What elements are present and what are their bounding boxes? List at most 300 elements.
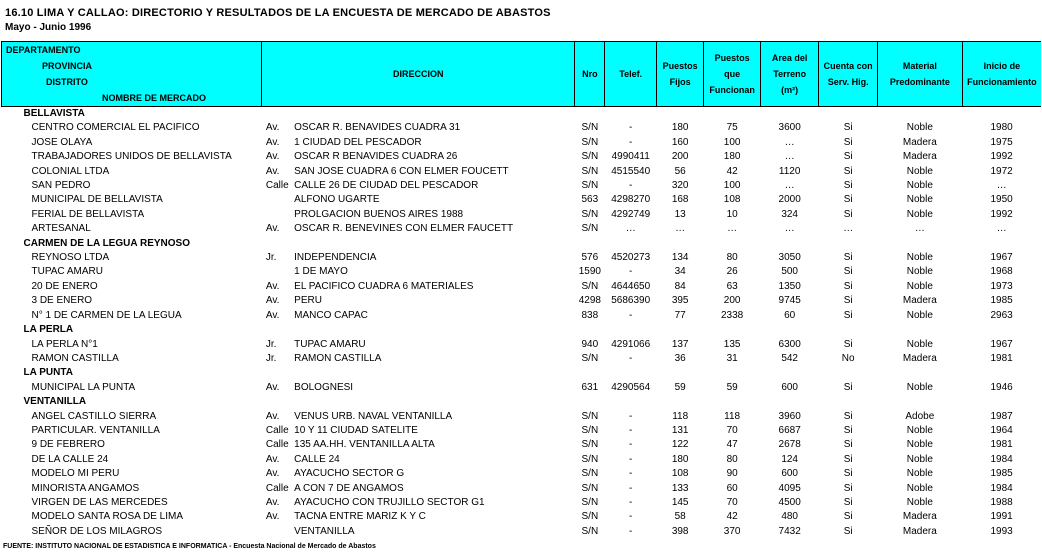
start-year-cell: 1967 bbox=[990, 338, 1013, 350]
land-area-cell: 4095 bbox=[778, 482, 801, 494]
header-line: (m²) bbox=[781, 85, 799, 95]
table-row bbox=[2, 525, 1042, 539]
start-year-cell: 2963 bbox=[990, 309, 1013, 321]
number-cell: S/N bbox=[581, 439, 599, 451]
hygiene-service-cell: Si bbox=[843, 309, 853, 321]
header-line: Area del bbox=[771, 53, 808, 63]
market-name-cell: MUNICIPAL LA PUNTA bbox=[31, 381, 136, 393]
start-year-cell: 1946 bbox=[990, 381, 1013, 393]
number-cell: S/N bbox=[581, 482, 599, 494]
fixed-stalls-cell: 56 bbox=[674, 165, 686, 177]
number-cell: 631 bbox=[581, 381, 599, 393]
start-year-cell: 1992 bbox=[990, 208, 1013, 220]
address-cell: RAMON CASTILLA bbox=[294, 352, 382, 364]
start-year-cell: 1972 bbox=[990, 165, 1013, 177]
phone-cell: - bbox=[629, 468, 633, 480]
fixed-stalls-cell: 137 bbox=[671, 338, 689, 350]
address-prefix-cell: Jr. bbox=[265, 338, 277, 350]
address-prefix-cell: Av. bbox=[265, 280, 280, 292]
phone-cell: 4290564 bbox=[611, 381, 651, 393]
district-name: LA PUNTA bbox=[23, 367, 73, 379]
working-stalls-cell: 100 bbox=[723, 136, 741, 148]
address-prefix-cell: Av. bbox=[265, 136, 280, 148]
predominant-material-cell: Noble bbox=[906, 453, 933, 465]
hygiene-service-cell: Si bbox=[843, 511, 853, 523]
address-prefix-cell: Av. bbox=[265, 381, 280, 393]
hygiene-service-cell: Si bbox=[843, 122, 853, 134]
address-prefix-cell: Av. bbox=[265, 309, 280, 321]
predominant-material-cell: Noble bbox=[906, 338, 933, 350]
address-cell: VENUS URB. NAVAL VENTANILLA bbox=[294, 410, 453, 422]
land-area-cell: 1120 bbox=[778, 165, 801, 177]
predominant-material-cell: Noble bbox=[906, 122, 933, 134]
phone-cell: - bbox=[629, 180, 633, 192]
hygiene-service-cell: … bbox=[843, 223, 854, 235]
land-area-cell: 1350 bbox=[778, 280, 801, 292]
land-area-cell: 3050 bbox=[778, 252, 801, 264]
land-area-cell: 600 bbox=[781, 468, 798, 480]
address-prefix-cell: Av. bbox=[265, 511, 280, 523]
start-year-cell: 1964 bbox=[990, 424, 1013, 436]
phone-cell: - bbox=[629, 352, 633, 364]
number-cell: S/N bbox=[581, 453, 599, 465]
header-nombre-line: NOMBRE DE MERCADO bbox=[102, 93, 207, 103]
working-stalls-cell: 80 bbox=[726, 453, 738, 465]
working-stalls-cell: 200 bbox=[723, 295, 741, 307]
district-name: LA PERLA bbox=[23, 324, 74, 336]
address-cell: PROLGACION BUENOS AIRES 1988 bbox=[294, 208, 464, 220]
hygiene-service-cell: Si bbox=[843, 165, 853, 177]
phone-cell: 4990411 bbox=[611, 151, 650, 163]
market-directory-table bbox=[1, 41, 1041, 539]
header-line: Predominante bbox=[889, 77, 950, 87]
working-stalls-cell: 70 bbox=[726, 424, 738, 436]
address-cell: 1 DE MAYO bbox=[294, 266, 348, 278]
header-inicio bbox=[962, 42, 1041, 107]
hygiene-service-cell: Si bbox=[843, 151, 853, 163]
address-cell: OSCAR R BENAVIDES CUADRA 26 bbox=[294, 151, 458, 163]
header-provincia-line: PROVINCIA bbox=[42, 61, 93, 71]
number-cell: S/N bbox=[581, 280, 599, 292]
table-row bbox=[2, 453, 1042, 467]
hygiene-service-cell: Si bbox=[843, 136, 853, 148]
start-year-cell: … bbox=[996, 223, 1007, 235]
table-row bbox=[2, 510, 1042, 524]
working-stalls-cell: 42 bbox=[726, 165, 738, 177]
fixed-stalls-cell: 77 bbox=[674, 309, 686, 321]
fixed-stalls-cell: 168 bbox=[671, 194, 689, 206]
hygiene-service-cell: Si bbox=[843, 424, 853, 436]
phone-cell: - bbox=[629, 496, 633, 508]
header-cuenta bbox=[819, 42, 878, 107]
address-prefix-cell: Av. bbox=[265, 165, 280, 177]
fixed-stalls-cell: 13 bbox=[674, 208, 686, 220]
market-name-cell: MODELO MI PERU bbox=[31, 468, 120, 480]
header-nro: Nro bbox=[575, 42, 605, 107]
predominant-material-cell: Noble bbox=[906, 194, 933, 206]
address-cell: EL PACIFICO CUADRA 6 MATERIALES bbox=[294, 280, 474, 292]
land-area-cell: … bbox=[784, 223, 795, 235]
district-group-row bbox=[2, 107, 1042, 122]
market-name-cell: MUNICIPAL DE BELLAVISTA bbox=[31, 194, 163, 206]
hygiene-service-cell: Si bbox=[843, 338, 853, 350]
land-area-cell: 9745 bbox=[778, 295, 801, 307]
number-cell: 838 bbox=[581, 309, 599, 321]
table-row bbox=[2, 150, 1042, 164]
hygiene-service-cell: Si bbox=[843, 194, 853, 206]
fixed-stalls-cell: 160 bbox=[671, 136, 689, 148]
land-area-cell: 600 bbox=[781, 381, 798, 393]
hygiene-service-cell: Si bbox=[843, 439, 853, 451]
address-cell: 135 AA.HH. VENTANILLA ALTA bbox=[294, 439, 435, 451]
header-puestos-fijos bbox=[656, 42, 703, 107]
hygiene-service-cell: Si bbox=[843, 280, 853, 292]
hygiene-service-cell: Si bbox=[843, 496, 853, 508]
address-prefix-cell: Av. bbox=[265, 151, 280, 163]
phone-cell: 4644650 bbox=[611, 280, 651, 292]
address-prefix-cell bbox=[262, 265, 294, 279]
working-stalls-cell: 2338 bbox=[721, 309, 744, 321]
table-row bbox=[2, 482, 1042, 496]
predominant-material-cell: Noble bbox=[906, 165, 933, 177]
phone-cell: - bbox=[629, 525, 633, 537]
land-area-cell: 324 bbox=[781, 208, 798, 220]
working-stalls-cell: 63 bbox=[726, 280, 738, 292]
market-name-cell: TRABAJADORES UNIDOS DE BELLAVISTA bbox=[31, 151, 232, 163]
address-cell: 1 CIUDAD DEL PESCADOR bbox=[294, 136, 422, 148]
start-year-cell: 1981 bbox=[990, 352, 1013, 364]
table-row bbox=[2, 352, 1042, 366]
address-cell: MANCO CAPAC bbox=[294, 309, 368, 321]
phone-cell: 4291066 bbox=[611, 338, 651, 350]
fixed-stalls-cell: 36 bbox=[674, 352, 686, 364]
start-year-cell: 1985 bbox=[990, 468, 1013, 480]
address-prefix-cell bbox=[262, 525, 294, 539]
address-cell: AYACUCHO SECTOR G bbox=[294, 468, 405, 480]
predominant-material-cell: Madera bbox=[902, 511, 937, 523]
address-cell: TUPAC AMARU bbox=[294, 338, 366, 350]
land-area-cell: 3960 bbox=[778, 410, 801, 422]
land-area-cell: 542 bbox=[781, 352, 798, 364]
predominant-material-cell: Noble bbox=[906, 280, 933, 292]
phone-cell: - bbox=[629, 410, 633, 422]
working-stalls-cell: 118 bbox=[724, 410, 741, 422]
address-cell: PERU bbox=[294, 295, 322, 307]
address-cell: AYACUCHO CON TRUJILLO SECTOR G1 bbox=[294, 496, 485, 508]
market-name-cell: REYNOSO LTDA bbox=[31, 252, 110, 264]
working-stalls-cell: 135 bbox=[723, 338, 741, 350]
table-row bbox=[2, 208, 1042, 222]
predominant-material-cell: … bbox=[914, 223, 925, 235]
market-name-cell: MINORISTA ANGAMOS bbox=[31, 482, 140, 494]
fixed-stalls-cell: 122 bbox=[671, 439, 689, 451]
hygiene-service-cell: No bbox=[841, 352, 855, 364]
predominant-material-cell: Noble bbox=[906, 424, 933, 436]
district-group-row bbox=[2, 237, 1042, 251]
number-cell: S/N bbox=[581, 180, 599, 192]
market-name-cell: LA PERLA N°1 bbox=[31, 338, 98, 350]
hygiene-service-cell: Si bbox=[843, 453, 853, 465]
phone-cell: - bbox=[629, 424, 633, 436]
land-area-cell: 480 bbox=[781, 511, 798, 523]
address-prefix-cell: Av. bbox=[265, 496, 280, 508]
header-line: Puestos bbox=[662, 61, 698, 71]
working-stalls-cell: 370 bbox=[723, 525, 741, 537]
table-row bbox=[2, 265, 1042, 279]
predominant-material-cell: Madera bbox=[902, 352, 937, 364]
working-stalls-cell: 31 bbox=[726, 352, 738, 364]
phone-cell: 4292749 bbox=[611, 208, 651, 220]
hygiene-service-cell: Si bbox=[843, 482, 853, 494]
table-row bbox=[2, 251, 1042, 265]
table-row bbox=[2, 309, 1042, 323]
land-area-cell: 2000 bbox=[778, 194, 801, 206]
address-prefix-cell: Jr. bbox=[265, 252, 277, 264]
address-cell: INDEPENDENCIA bbox=[294, 252, 377, 264]
market-name-cell: 3 DE ENERO bbox=[31, 295, 93, 307]
phone-cell: - bbox=[629, 482, 633, 494]
working-stalls-cell: 180 bbox=[723, 151, 741, 163]
number-cell: S/N bbox=[581, 468, 599, 480]
fixed-stalls-cell: 145 bbox=[671, 496, 689, 508]
fixed-stalls-cell: 134 bbox=[671, 252, 689, 264]
address-cell: ALFONO UGARTE bbox=[294, 194, 380, 206]
market-name-cell: TUPAC AMARU bbox=[31, 266, 103, 278]
address-prefix-cell: Calle bbox=[265, 180, 289, 192]
hygiene-service-cell: Si bbox=[843, 252, 853, 264]
header-line: Puestos bbox=[714, 53, 750, 63]
fixed-stalls-cell: 398 bbox=[671, 525, 689, 537]
working-stalls-cell: 100 bbox=[723, 180, 741, 192]
header-line: Funcionamiento bbox=[967, 77, 1037, 87]
district-group-row bbox=[2, 366, 1042, 380]
fixed-stalls-cell: 131 bbox=[671, 424, 689, 436]
market-name-cell: N° 1 DE CARMEN DE LA LEGUA bbox=[31, 309, 182, 321]
phone-cell: - bbox=[629, 136, 633, 148]
predominant-material-cell: Madera bbox=[902, 525, 937, 537]
address-prefix-cell: Av. bbox=[265, 295, 280, 307]
fixed-stalls-cell: 118 bbox=[672, 410, 689, 422]
phone-cell: - bbox=[629, 309, 633, 321]
number-cell: S/N bbox=[581, 122, 599, 134]
header-departamento bbox=[2, 42, 262, 107]
start-year-cell: 1973 bbox=[990, 280, 1013, 292]
header-line: Cuenta con bbox=[823, 61, 873, 71]
source-note: FUENTE: INSTITUTO NACIONAL DE ESTADISTICA E INFORMATICA - Encuesta Nacional de Mercado de Abastos bbox=[3, 543, 376, 550]
fixed-stalls-cell: 108 bbox=[671, 468, 689, 480]
land-area-cell: 4500 bbox=[778, 496, 801, 508]
table-row bbox=[2, 222, 1042, 236]
table-row bbox=[2, 179, 1042, 193]
start-year-cell: 1991 bbox=[990, 511, 1013, 523]
hygiene-service-cell: Si bbox=[843, 180, 853, 192]
header-line: Material bbox=[902, 61, 937, 71]
address-prefix-cell: Jr. bbox=[265, 352, 277, 364]
land-area-cell: 3600 bbox=[778, 122, 801, 134]
predominant-material-cell: Noble bbox=[906, 439, 933, 451]
working-stalls-cell: … bbox=[727, 223, 738, 235]
fixed-stalls-cell: 133 bbox=[671, 482, 689, 494]
district-group-row bbox=[2, 395, 1042, 409]
number-cell: S/N bbox=[581, 496, 599, 508]
table-row bbox=[2, 165, 1042, 179]
address-cell: CALLE 26 DE CIUDAD DEL PESCADOR bbox=[294, 180, 479, 192]
market-name-cell: MODELO SANTA ROSA DE LIMA bbox=[31, 511, 184, 523]
address-prefix-cell: Calle bbox=[265, 482, 289, 494]
header-departamento-line: DEPARTAMENTO bbox=[6, 45, 81, 55]
phone-cell: 5686390 bbox=[611, 295, 651, 307]
market-name-cell: RAMON CASTILLA bbox=[31, 352, 119, 364]
header-area bbox=[760, 42, 819, 107]
header-direccion: DIRECCION bbox=[262, 42, 575, 107]
number-cell: S/N bbox=[581, 151, 599, 163]
working-stalls-cell: 75 bbox=[726, 122, 738, 134]
land-area-cell: 124 bbox=[781, 453, 798, 465]
start-year-cell: 1975 bbox=[990, 136, 1013, 148]
document-title: 16.10 LIMA Y CALLAO: DIRECTORIO Y RESULTADOS DE LA ENCUESTA DE MERCADO DE ABASTOS bbox=[5, 7, 551, 19]
number-cell: S/N bbox=[581, 223, 599, 235]
start-year-cell: 1950 bbox=[990, 194, 1013, 206]
predominant-material-cell: Madera bbox=[902, 136, 937, 148]
document-subtitle: Mayo - Junio 1996 bbox=[5, 22, 92, 33]
market-name-cell: CENTRO COMERCIAL EL PACIFICO bbox=[31, 122, 200, 134]
start-year-cell: … bbox=[996, 180, 1007, 192]
district-name: VENTANILLA bbox=[23, 396, 87, 408]
start-year-cell: 1984 bbox=[990, 482, 1013, 494]
land-area-cell: 6687 bbox=[778, 424, 801, 436]
header-material bbox=[877, 42, 962, 107]
number-cell: S/N bbox=[581, 165, 599, 177]
working-stalls-cell: 90 bbox=[726, 468, 738, 480]
header-telef: Telef. bbox=[605, 42, 656, 107]
address-prefix-cell: Av. bbox=[265, 223, 280, 235]
working-stalls-cell: 10 bbox=[726, 208, 738, 220]
working-stalls-cell: 60 bbox=[726, 482, 738, 494]
phone-cell: 4298270 bbox=[611, 194, 651, 206]
start-year-cell: 1967 bbox=[990, 252, 1013, 264]
address-cell: OSCAR R. BENEVINES CON ELMER FAUCETT bbox=[294, 223, 514, 235]
header-line: Fijos bbox=[669, 77, 691, 87]
fixed-stalls-cell: 34 bbox=[674, 266, 686, 278]
address-prefix-cell: Av. bbox=[265, 468, 280, 480]
start-year-cell: 1992 bbox=[990, 151, 1013, 163]
fixed-stalls-cell: 395 bbox=[671, 295, 689, 307]
start-year-cell: 1968 bbox=[990, 266, 1013, 278]
number-cell: S/N bbox=[581, 208, 599, 220]
table-row bbox=[2, 381, 1042, 395]
address-prefix-cell bbox=[262, 208, 294, 222]
working-stalls-cell: 59 bbox=[726, 381, 738, 393]
land-area-cell: 500 bbox=[781, 266, 798, 278]
table-row bbox=[2, 280, 1042, 294]
phone-cell: - bbox=[629, 122, 633, 134]
predominant-material-cell: Noble bbox=[906, 180, 933, 192]
number-cell: S/N bbox=[581, 525, 599, 537]
header-line: que bbox=[724, 69, 741, 79]
address-cell: A CON 7 DE ANGAMOS bbox=[294, 482, 404, 494]
address-cell: VENTANILLA bbox=[294, 525, 355, 537]
table-row bbox=[2, 136, 1042, 150]
predominant-material-cell: Noble bbox=[906, 266, 933, 278]
hygiene-service-cell: Si bbox=[843, 410, 853, 422]
market-name-cell: ARTESANAL bbox=[31, 223, 91, 235]
address-prefix-cell: Calle bbox=[265, 424, 289, 436]
number-cell: S/N bbox=[581, 136, 599, 148]
number-cell: 576 bbox=[581, 252, 599, 264]
phone-cell: … bbox=[625, 223, 636, 235]
working-stalls-cell: 108 bbox=[723, 194, 741, 206]
fixed-stalls-cell: 180 bbox=[671, 122, 689, 134]
table-row bbox=[2, 496, 1042, 510]
table-row bbox=[2, 121, 1042, 135]
predominant-material-cell: Madera bbox=[902, 295, 937, 307]
market-name-cell: 20 DE ENERO bbox=[31, 280, 98, 292]
market-name-cell: 9 DE FEBRERO bbox=[31, 439, 105, 451]
market-name-cell: VIRGEN DE LAS MERCEDES bbox=[31, 496, 168, 508]
hygiene-service-cell: Si bbox=[843, 208, 853, 220]
fixed-stalls-cell: 180 bbox=[671, 453, 689, 465]
number-cell: 1590 bbox=[578, 266, 601, 278]
start-year-cell: 1987 bbox=[990, 410, 1013, 422]
phone-cell: - bbox=[629, 453, 633, 465]
table-row bbox=[2, 438, 1042, 452]
address-cell: SAN JOSE CUADRA 6 CON ELMER FOUCETT bbox=[294, 165, 509, 177]
address-cell: BOLOGNESI bbox=[294, 381, 354, 393]
district-group-row bbox=[2, 323, 1042, 337]
address-cell: OSCAR R. BENAVIDES CUADRA 31 bbox=[294, 122, 461, 134]
number-cell: 940 bbox=[581, 338, 599, 350]
market-name-cell: ANGEL CASTILLO SIERRA bbox=[31, 410, 157, 422]
table-row bbox=[2, 193, 1042, 207]
number-cell: 4298 bbox=[578, 295, 601, 307]
header-line: Serv. Hig. bbox=[827, 77, 869, 87]
table-header bbox=[2, 42, 1042, 107]
phone-cell: - bbox=[629, 266, 633, 278]
start-year-cell: 1981 bbox=[990, 439, 1013, 451]
market-name-cell: COLONIAL LTDA bbox=[31, 165, 110, 177]
table-row bbox=[2, 424, 1042, 438]
address-cell: 10 Y 11 CIUDAD SATELITE bbox=[294, 424, 418, 436]
number-cell: S/N bbox=[581, 352, 599, 364]
number-cell: S/N bbox=[581, 410, 599, 422]
phone-cell: - bbox=[629, 511, 633, 523]
hygiene-service-cell: Si bbox=[843, 468, 853, 480]
fixed-stalls-cell: 320 bbox=[671, 180, 689, 192]
start-year-cell: 1980 bbox=[990, 122, 1013, 134]
hygiene-service-cell: Si bbox=[843, 266, 853, 278]
predominant-material-cell: Madera bbox=[902, 151, 937, 163]
fixed-stalls-cell: 200 bbox=[671, 151, 689, 163]
hygiene-service-cell: Si bbox=[843, 381, 853, 393]
land-area-cell: 2678 bbox=[778, 439, 801, 451]
start-year-cell: 1984 bbox=[990, 453, 1013, 465]
header-puestos-funcionan bbox=[704, 42, 761, 107]
header-line: Inicio de bbox=[983, 61, 1021, 71]
start-year-cell: 1985 bbox=[990, 295, 1013, 307]
address-prefix-cell: Av. bbox=[265, 122, 280, 134]
fixed-stalls-cell: 59 bbox=[674, 381, 686, 393]
table-row bbox=[2, 294, 1042, 308]
fixed-stalls-cell: 84 bbox=[674, 280, 686, 292]
market-name-cell: DE LA CALLE 24 bbox=[31, 453, 109, 465]
working-stalls-cell: 47 bbox=[726, 439, 738, 451]
header-line: Funcionan bbox=[709, 85, 755, 95]
district-name: CARMEN DE LA LEGUA REYNOSO bbox=[23, 237, 190, 249]
number-cell: S/N bbox=[581, 424, 599, 436]
predominant-material-cell: Noble bbox=[906, 468, 933, 480]
land-area-cell: … bbox=[784, 136, 795, 148]
land-area-cell: … bbox=[784, 151, 795, 163]
